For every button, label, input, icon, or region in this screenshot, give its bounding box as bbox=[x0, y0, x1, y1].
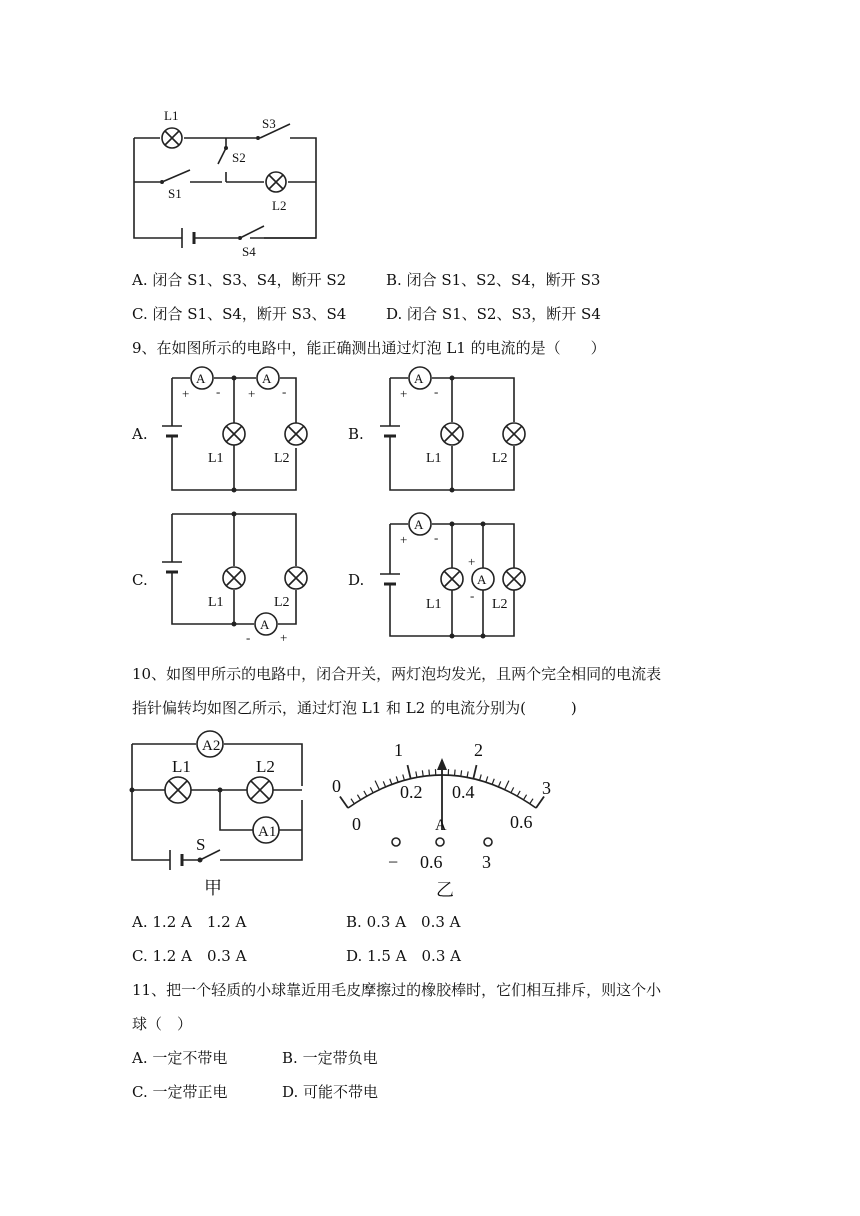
svg-text:A: A bbox=[414, 371, 424, 386]
svg-text:+: + bbox=[400, 386, 408, 401]
lamp-l1 bbox=[165, 777, 191, 803]
lamp-l1 bbox=[162, 128, 182, 148]
q9-option-a-label[interactable]: A. bbox=[132, 425, 148, 443]
svg-text:L1: L1 bbox=[208, 451, 224, 466]
q9-circuit-c bbox=[160, 508, 320, 644]
option-letter: D. bbox=[346, 947, 363, 965]
fig-label-jia: 甲 bbox=[204, 878, 222, 898]
option-text: 一定不带电 bbox=[152, 1049, 228, 1067]
q11-option-b[interactable] bbox=[282, 1048, 378, 1068]
q10-option-b[interactable] bbox=[346, 912, 461, 932]
dial-tick bbox=[357, 795, 360, 800]
dial-tick bbox=[473, 765, 476, 779]
lamp-l2 bbox=[247, 777, 273, 803]
svg-text:L1: L1 bbox=[426, 597, 442, 612]
label-s4: S4 bbox=[242, 244, 256, 259]
svg-text:-: - bbox=[434, 530, 439, 545]
lamp-l1 bbox=[223, 423, 245, 445]
q9-option-b-label[interactable]: B. bbox=[348, 425, 364, 443]
dial-upper-1: 1 bbox=[394, 740, 403, 760]
label-l2: L2 bbox=[272, 198, 287, 213]
dial-lower-0: 0 bbox=[352, 814, 361, 834]
label-s1: S1 bbox=[168, 186, 182, 201]
ammeter bbox=[257, 367, 279, 389]
dial-tick bbox=[416, 771, 417, 777]
label-s2: S2 bbox=[232, 150, 246, 165]
minus-sign: - bbox=[282, 384, 287, 399]
lamp-l2 bbox=[503, 568, 525, 590]
option-text: 可能不带电 bbox=[303, 1083, 379, 1101]
option-text: 1.2 A 1.2 A bbox=[152, 913, 247, 931]
terminal-3: 3 bbox=[482, 852, 491, 872]
terminal-minus: − bbox=[388, 852, 399, 872]
svg-text:A: A bbox=[260, 617, 270, 632]
q8-option-b[interactable] bbox=[386, 270, 600, 290]
lamp-l1 bbox=[441, 568, 463, 590]
q9-circuit-b bbox=[378, 364, 538, 496]
lamp-l1 bbox=[223, 567, 245, 589]
q8-circuit-diagram bbox=[120, 100, 340, 260]
lamp-l2 bbox=[285, 567, 307, 589]
option-letter: C. bbox=[132, 305, 148, 323]
dial-lower-2: 0.4 bbox=[452, 782, 475, 802]
ammeter-a1 bbox=[253, 817, 279, 843]
label-l1: L1 bbox=[164, 108, 179, 123]
svg-text:-: - bbox=[470, 588, 475, 603]
svg-text:-: - bbox=[434, 384, 439, 399]
dial-tick bbox=[429, 770, 430, 776]
option-text: 一定带负电 bbox=[302, 1049, 378, 1067]
label-s3: S3 bbox=[262, 116, 276, 131]
ammeter-a2 bbox=[197, 731, 223, 757]
svg-text:+: + bbox=[280, 630, 288, 645]
dial-tick bbox=[351, 799, 354, 804]
lamp-l2 bbox=[285, 423, 307, 445]
dial-tick bbox=[364, 791, 367, 796]
option-letter: C. bbox=[132, 947, 148, 965]
ammeter bbox=[191, 367, 213, 389]
option-text: 1.5 A 0.3 A bbox=[367, 947, 461, 965]
svg-text:A: A bbox=[477, 572, 487, 587]
svg-text:A: A bbox=[262, 371, 272, 386]
q11-option-a[interactable] bbox=[132, 1048, 227, 1068]
plus-sign: + bbox=[248, 386, 256, 401]
dial-upper-0: 0 bbox=[332, 776, 341, 796]
dial-tick bbox=[467, 771, 468, 777]
option-text: 一定带正电 bbox=[152, 1083, 228, 1101]
svg-text:-: - bbox=[246, 630, 251, 645]
label-s: S bbox=[196, 835, 206, 854]
q10-circuit-jia bbox=[124, 728, 314, 900]
option-letter: B. bbox=[282, 1049, 298, 1067]
svg-text:L2: L2 bbox=[274, 595, 290, 610]
ammeter bbox=[409, 513, 431, 535]
option-text: 闭合 S1、S3、S4，断开 S2 bbox=[152, 271, 347, 289]
q8-option-d[interactable] bbox=[386, 304, 601, 324]
option-letter: D. bbox=[282, 1083, 299, 1101]
minus-sign: - bbox=[216, 384, 221, 399]
q11-stem-line-1: 11、把一个轻质的小球靠近用毛皮摩擦过的橡胶棒时，它们相互排斥，则这个小 bbox=[132, 981, 662, 999]
terminal-0-6: 0.6 bbox=[420, 852, 443, 872]
option-letter: D. bbox=[386, 305, 403, 323]
lamp-l1 bbox=[441, 423, 463, 445]
dial-tick bbox=[511, 787, 514, 792]
option-text: 闭合 S1、S2、S4，断开 S3 bbox=[406, 271, 601, 289]
svg-text:+: + bbox=[468, 554, 476, 569]
option-letter: A. bbox=[132, 1049, 148, 1067]
dial-tick bbox=[505, 781, 509, 790]
dial-tick bbox=[403, 775, 405, 781]
option-letter: C. bbox=[132, 1083, 148, 1101]
dial-tick bbox=[407, 765, 410, 779]
dial-tick bbox=[422, 770, 423, 776]
dial-tick bbox=[492, 779, 494, 785]
option-text: 闭合 S1、S2、S3，断开 S4 bbox=[407, 305, 601, 323]
svg-text:L2: L2 bbox=[492, 597, 508, 612]
plus-sign: + bbox=[182, 386, 190, 401]
svg-text:A2: A2 bbox=[202, 738, 221, 754]
svg-text:A: A bbox=[414, 517, 424, 532]
svg-text:A1: A1 bbox=[258, 824, 277, 840]
option-letter: B. bbox=[346, 913, 362, 931]
q9-option-d-label[interactable]: D. bbox=[348, 571, 365, 589]
q9-option-c-label[interactable]: C. bbox=[132, 571, 148, 589]
svg-text:A: A bbox=[196, 371, 206, 386]
q10-ammeter-dial-yi bbox=[326, 730, 562, 900]
ammeter bbox=[472, 568, 494, 590]
q9-stem: 9、在如图所示的电路中，能正确测出通过灯泡 L1 的电流的是（ ） bbox=[132, 339, 606, 357]
option-text: 0.3 A 0.3 A bbox=[366, 913, 461, 931]
option-text: 闭合 S1、S4，断开 S3、S4 bbox=[152, 305, 347, 323]
dial-tick bbox=[536, 797, 544, 808]
dial-tick bbox=[375, 781, 379, 790]
dial-tick bbox=[461, 770, 462, 776]
lamp-l2 bbox=[503, 423, 525, 445]
q11-stem-line-2: 球（ ） bbox=[132, 1015, 193, 1033]
svg-text:+: + bbox=[400, 532, 408, 547]
dial-tick bbox=[383, 781, 385, 787]
q10-stem-line-2: 指针偏转均如图乙所示，通过灯泡 L1 和 L2 的电流分别为( ) bbox=[132, 699, 577, 717]
dial-upper-3: 3 bbox=[542, 778, 551, 798]
ammeter bbox=[409, 367, 431, 389]
q11-option-c[interactable] bbox=[132, 1082, 228, 1102]
fig-label-yi: 乙 bbox=[436, 880, 454, 900]
option-letter: A. bbox=[132, 271, 148, 289]
dial-tick bbox=[480, 775, 482, 781]
q10-option-d[interactable] bbox=[346, 946, 461, 966]
q9-circuit-d bbox=[378, 508, 538, 644]
q8-option-c[interactable] bbox=[132, 304, 346, 324]
option-letter: A. bbox=[132, 913, 148, 931]
dial-tick bbox=[530, 799, 533, 804]
dial-upper-2: 2 bbox=[474, 740, 483, 760]
dial-tick bbox=[455, 770, 456, 776]
q8-option-a[interactable] bbox=[132, 270, 346, 290]
ammeter bbox=[255, 613, 277, 635]
dial-tick bbox=[523, 795, 526, 800]
dial-tick bbox=[390, 779, 392, 785]
dial-unit: A bbox=[435, 817, 447, 834]
svg-text:L1: L1 bbox=[426, 451, 442, 466]
lamp-l2 bbox=[266, 172, 286, 192]
svg-text:L2: L2 bbox=[274, 451, 290, 466]
q10-option-c[interactable] bbox=[132, 946, 246, 966]
option-text: 1.2 A 0.3 A bbox=[152, 947, 247, 965]
q11-option-d[interactable] bbox=[282, 1082, 378, 1102]
dial-tick bbox=[340, 797, 348, 808]
q10-stem-line-1: 10、如图甲所示的电路中，闭合开关，两灯泡均发光，且两个完全相同的电流表 bbox=[132, 665, 662, 683]
dial-tick bbox=[517, 791, 520, 796]
label-l2: L2 bbox=[256, 757, 275, 776]
svg-text:L2: L2 bbox=[492, 451, 508, 466]
option-letter: B. bbox=[386, 271, 402, 289]
dial-tick bbox=[486, 776, 488, 782]
label-l1: L1 bbox=[172, 757, 191, 776]
dial-tick bbox=[370, 787, 373, 792]
q10-option-a[interactable] bbox=[132, 912, 246, 932]
q9-circuit-a bbox=[160, 364, 320, 496]
dial-tick bbox=[396, 776, 398, 782]
dial-lower-3: 0.6 bbox=[510, 812, 533, 832]
dial-tick bbox=[498, 781, 500, 787]
dial-lower-1: 0.2 bbox=[400, 782, 423, 802]
svg-text:L1: L1 bbox=[208, 595, 224, 610]
